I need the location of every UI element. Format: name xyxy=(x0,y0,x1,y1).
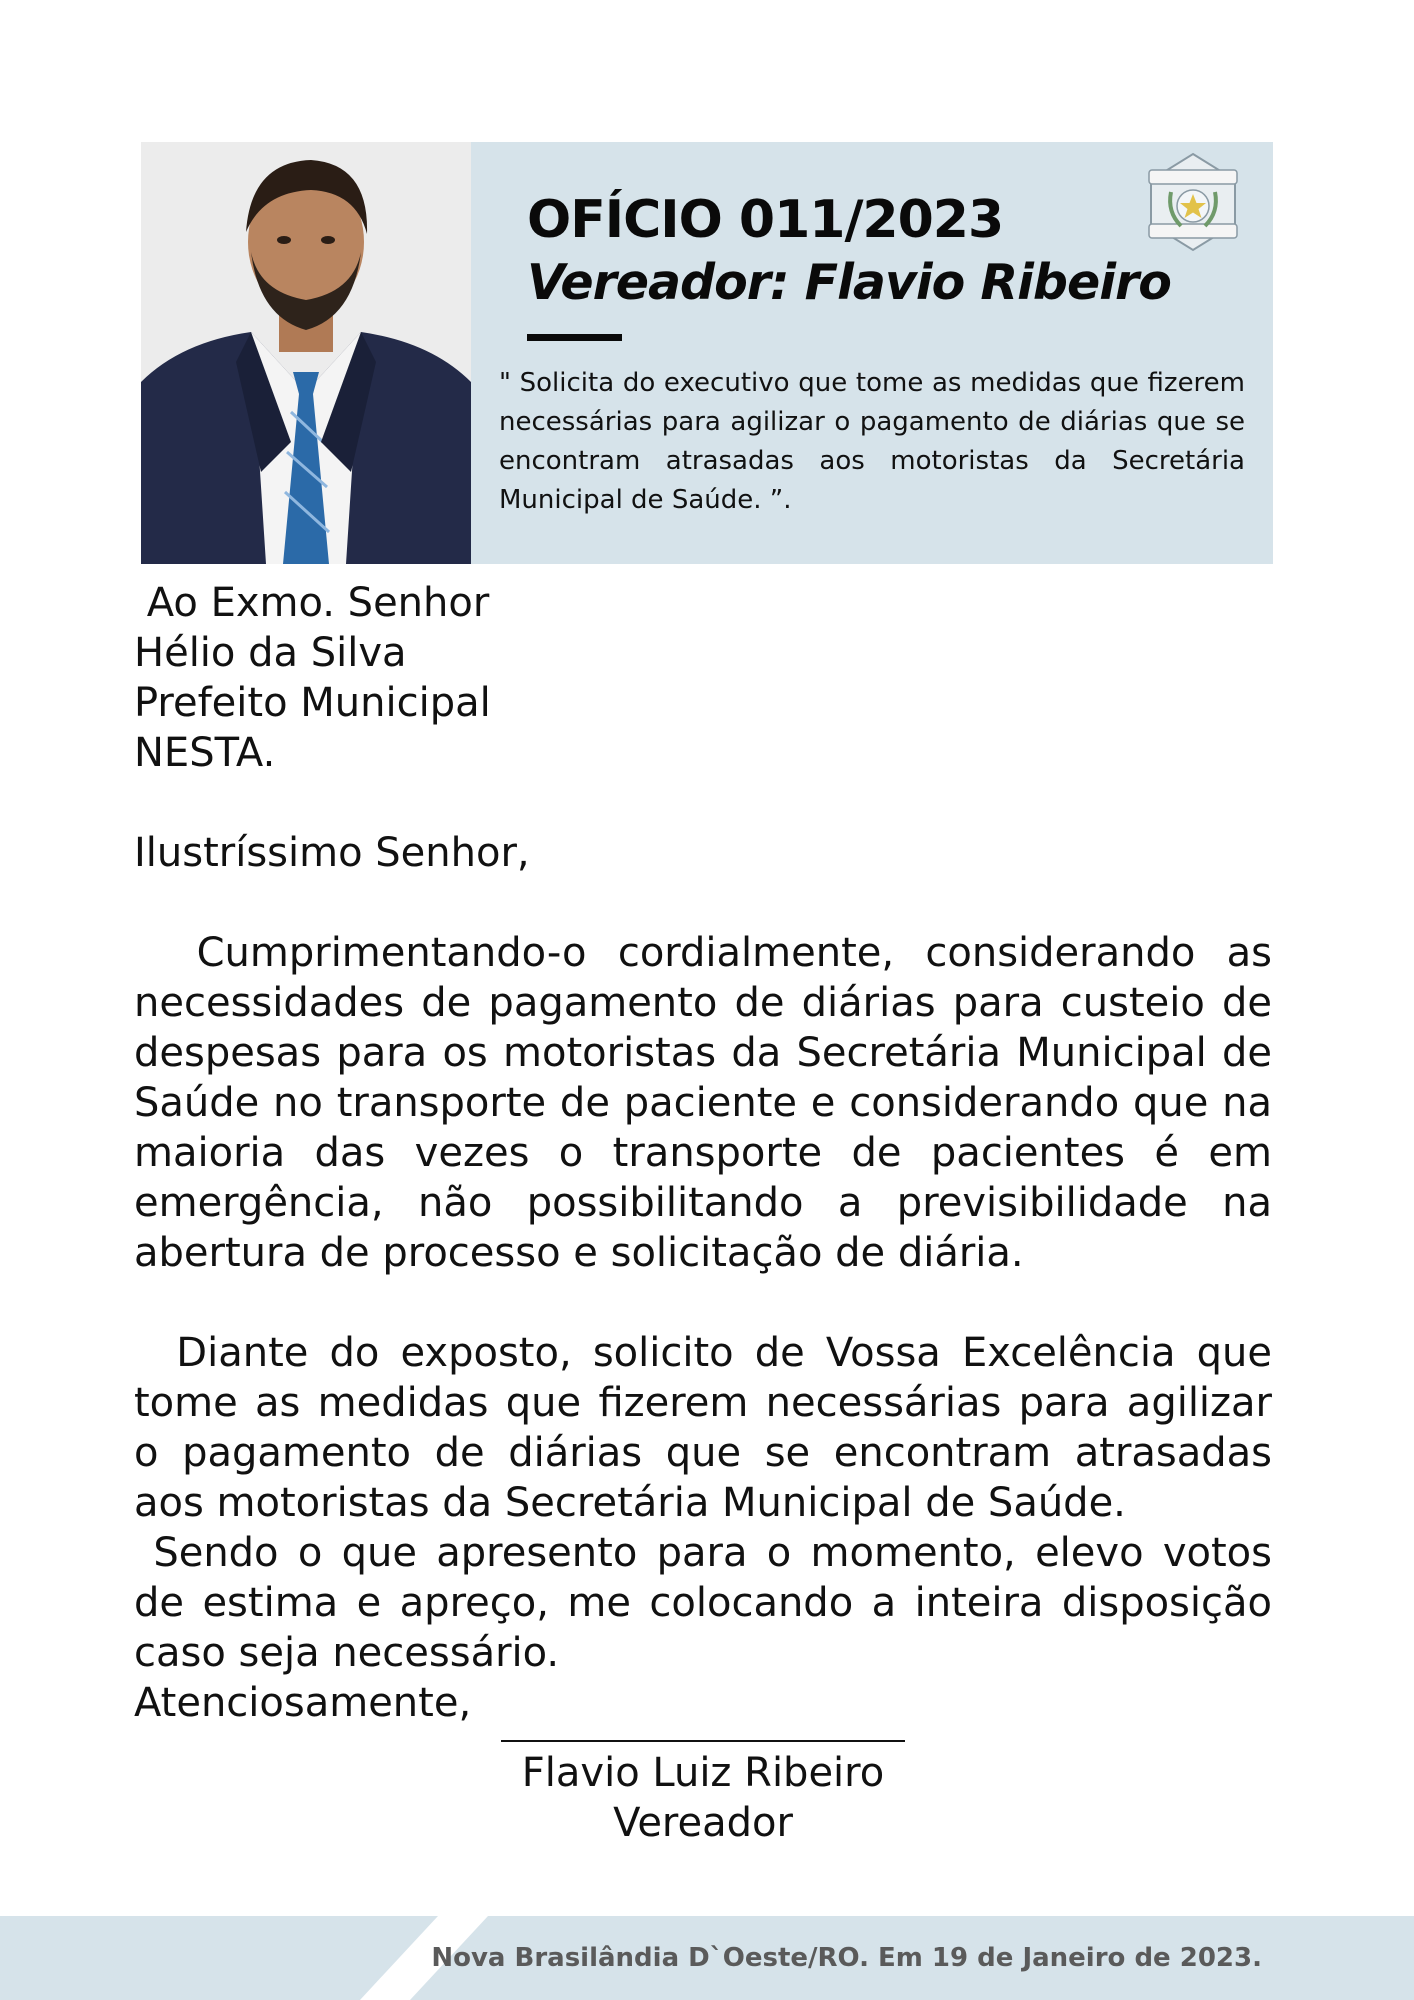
addressee-block xyxy=(134,578,491,778)
addressee-line: NESTA. xyxy=(134,730,276,776)
header-banner xyxy=(141,142,1273,564)
addressee-line: Ao Exmo. Senhor xyxy=(134,580,490,626)
body-paragraph: Diante do exposto, solicito de Vossa Excelência que tome as medidas que fizerem necessárias para agilizar o pagamento de diárias que se encontram atrasadas aos motoristas da Secretária Municipal de Saúde. xyxy=(134,1330,1285,1526)
salutation: Ilustríssimo Senhor, xyxy=(134,830,530,876)
signer-name: Flavio Luiz Ribeiro xyxy=(521,1750,885,1796)
title-underline xyxy=(527,334,622,341)
location-date: Nova Brasilândia D`Oeste/RO. Em 19 de Janeiro de 2023. xyxy=(431,1943,1262,1973)
letter-body xyxy=(134,928,1285,1728)
portrait-photo xyxy=(141,142,471,564)
municipal-coat-of-arms-icon xyxy=(1141,150,1245,254)
closing-line: Atenciosamente, xyxy=(134,1680,472,1726)
signer-role: Vereador xyxy=(613,1800,793,1846)
paragraph-spacer xyxy=(134,1278,1272,1328)
signature-line xyxy=(501,1740,905,1742)
footer-band xyxy=(0,1916,1414,2000)
councilor-subtitle: Vereador: Flavio Ribeiro xyxy=(527,254,1171,311)
addressee-line: Hélio da Silva xyxy=(134,630,407,676)
document-title: OFÍCIO 011/2023 xyxy=(527,190,1004,250)
body-paragraph: Cumprimentando-o cordialmente, considerando as necessidades de pagamento de diárias para custeio de despesas para os motoristas da Secretária Municipal de Saúde no transporte de paciente e considerando que na maioria das vezes o transporte de pacientes é em emergência, não possibilitando a previsibilidade na abertura de processo e solicitação de diária. xyxy=(134,930,1285,1276)
request-summary: " Solicita do executivo que tome as medidas que fizerem necessárias para agilizar o pagamento de diárias que se encontram atrasadas aos motoristas da Secretária Municipal de Saúde. ”. xyxy=(499,368,1245,515)
addressee-line: Prefeito Municipal xyxy=(134,680,491,726)
signature-block xyxy=(500,1740,906,1848)
body-paragraph: Sendo o que apresento para o momento, elevo votos de estima e apreço, me colocando a inteira disposição caso seja necessário. xyxy=(134,1530,1285,1676)
